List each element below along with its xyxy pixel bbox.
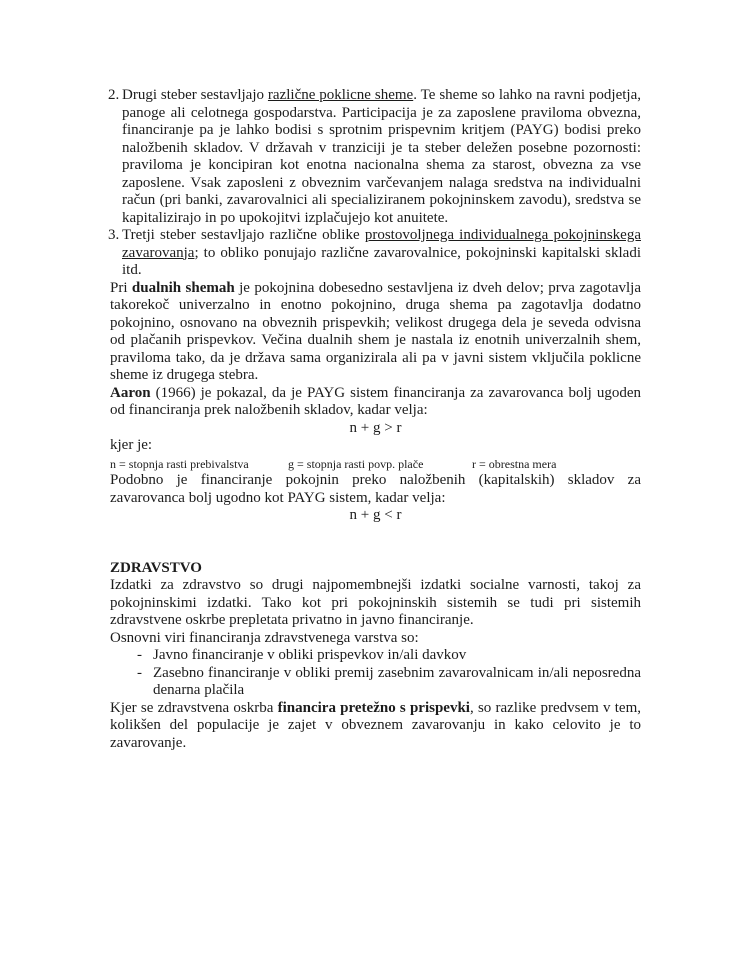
bullet-item bbox=[110, 647, 641, 665]
text-segment: ; to obliko ponujajo različne zavarovalnice, pokojninski kapitalski skladi itd. bbox=[122, 244, 641, 278]
list-item bbox=[110, 227, 641, 280]
formula-funded-favorable: n + g < r bbox=[349, 507, 402, 523]
underlined-phrase: prostovoljnega individualnega pokojninskega zavarovanja bbox=[122, 227, 641, 261]
financing-sources-list bbox=[110, 647, 641, 700]
variable-definitions bbox=[110, 455, 641, 473]
para-closing bbox=[110, 700, 641, 753]
para-funded-schemes: Podobno je financiranje pokojnin preko naložbenih (kapitalskih) skladov za zavarovanca bolj ugodno kot PAYG sistem, kadar velja: bbox=[110, 472, 641, 506]
bullet-text: Zasebno financiranje v obliki premij zasebnim zavarovalnicam in/ali neposredna denarna plačila bbox=[153, 664, 641, 698]
para-sources-intro: Osnovni viri financiranja zdravstvenega varstva so: bbox=[110, 629, 419, 646]
text-segment: Kjer se zdravstvena oskrba bbox=[110, 699, 278, 716]
dash-bullet-marker: - bbox=[137, 647, 142, 663]
formula-payg-favorable: n + g > r bbox=[349, 419, 402, 436]
text-segment: (1966) je pokazal, da je PAYG sistem financiranja za zavarovanca bolj ugoden od financiranja prek naložbenih skladov, kadar velja: bbox=[110, 384, 641, 418]
definition-n: n = stopnja rasti prebivalstva bbox=[110, 456, 249, 471]
underlined-phrase: različne poklicne sheme bbox=[267, 87, 414, 103]
text-segment: Drugi steber sestavljajo bbox=[122, 87, 268, 103]
health-section-heading: ZDRAVSTVO bbox=[110, 559, 202, 576]
text-segment: , so razlike predvsem v tem, kolikšen del populacije je zajet v obveznem zavarovanju in kako celovito je to zavarovanje. bbox=[110, 699, 641, 751]
pension-pillars-list bbox=[110, 87, 641, 280]
text-segment: je pokojnina dobesedno sestavljena iz dveh delov; prva zagotavlja takorekoč univerzalno in enotno pokojnino, druga shema pa zagotavlja dodatno pokojnino, osnovano na obveznih prispevkih; velikost drugega dela je seveda odvisna od plačanih prispevkov. Večina dualnih shem je nastala iz enotnih univerzalnih shem, praviloma tako, da je država sama organizirala ali pa v javni sistem vključila poklicne sheme iz drugega stebra. bbox=[110, 279, 641, 383]
para-dual-schemes bbox=[110, 280, 641, 385]
para-aaron bbox=[110, 385, 641, 420]
bold-phrase: Aaron bbox=[110, 384, 151, 401]
definition-g: g = stopnja rasti povp. plače bbox=[288, 456, 424, 471]
bold-phrase: financira pretežno s prispevki bbox=[277, 699, 470, 716]
where-label: kjer je: bbox=[110, 437, 153, 453]
list-item-text bbox=[122, 227, 641, 280]
list-item-text bbox=[122, 87, 641, 227]
bullet-item bbox=[110, 665, 641, 700]
list-item-number: 2. bbox=[108, 87, 120, 103]
list-item bbox=[110, 87, 641, 227]
para-health-intro: Izdatki za zdravstvo so drugi najpomembnejši izdatki socialne varnosti, takoj za pokojninskimi izdatki. Tako kot pri pokojninskih sistemih se tudi pri sistemih zdravstvene oskrbe prepletata privatno in javno financiranje. bbox=[110, 577, 641, 628]
bullet-text: Javno financiranje v obliki prispevkov in/ali davkov bbox=[153, 647, 467, 663]
text-segment: Tretji steber sestavljajo različne oblike bbox=[122, 227, 365, 243]
dash-bullet-marker: - bbox=[137, 664, 142, 681]
bold-phrase: dualnih shemah bbox=[131, 279, 235, 296]
list-item-number: 3. bbox=[108, 227, 120, 243]
definition-r: r = obrestna mera bbox=[472, 456, 557, 471]
text-segment: . Te sheme so lahko na ravni podjetja, panoge ali celotnega gospodarstva. Participacija je za zaposlene praviloma obvezna, financiranje pa je lahko bodisi s sprotnim prispevnim kritjem (PAYG) bodisi preko naložbenih skladov. V državah v tranziciji je ta steber deležen posebne pozornosti: praviloma je koncipiran kot enotna nacionalna shema za starost, obvezna za vse zaposlene. Vsak zaposleni z obveznim varčevanjem nalaga sredstva na individualni račun (pri banki, zavarovalnici ali specializiranem pokojninskem zavodu), sredstva se kapitalizirajo in po upokojitvi izplačujejo kot anuitete. bbox=[122, 87, 641, 226]
text-segment: Pri bbox=[110, 279, 132, 296]
